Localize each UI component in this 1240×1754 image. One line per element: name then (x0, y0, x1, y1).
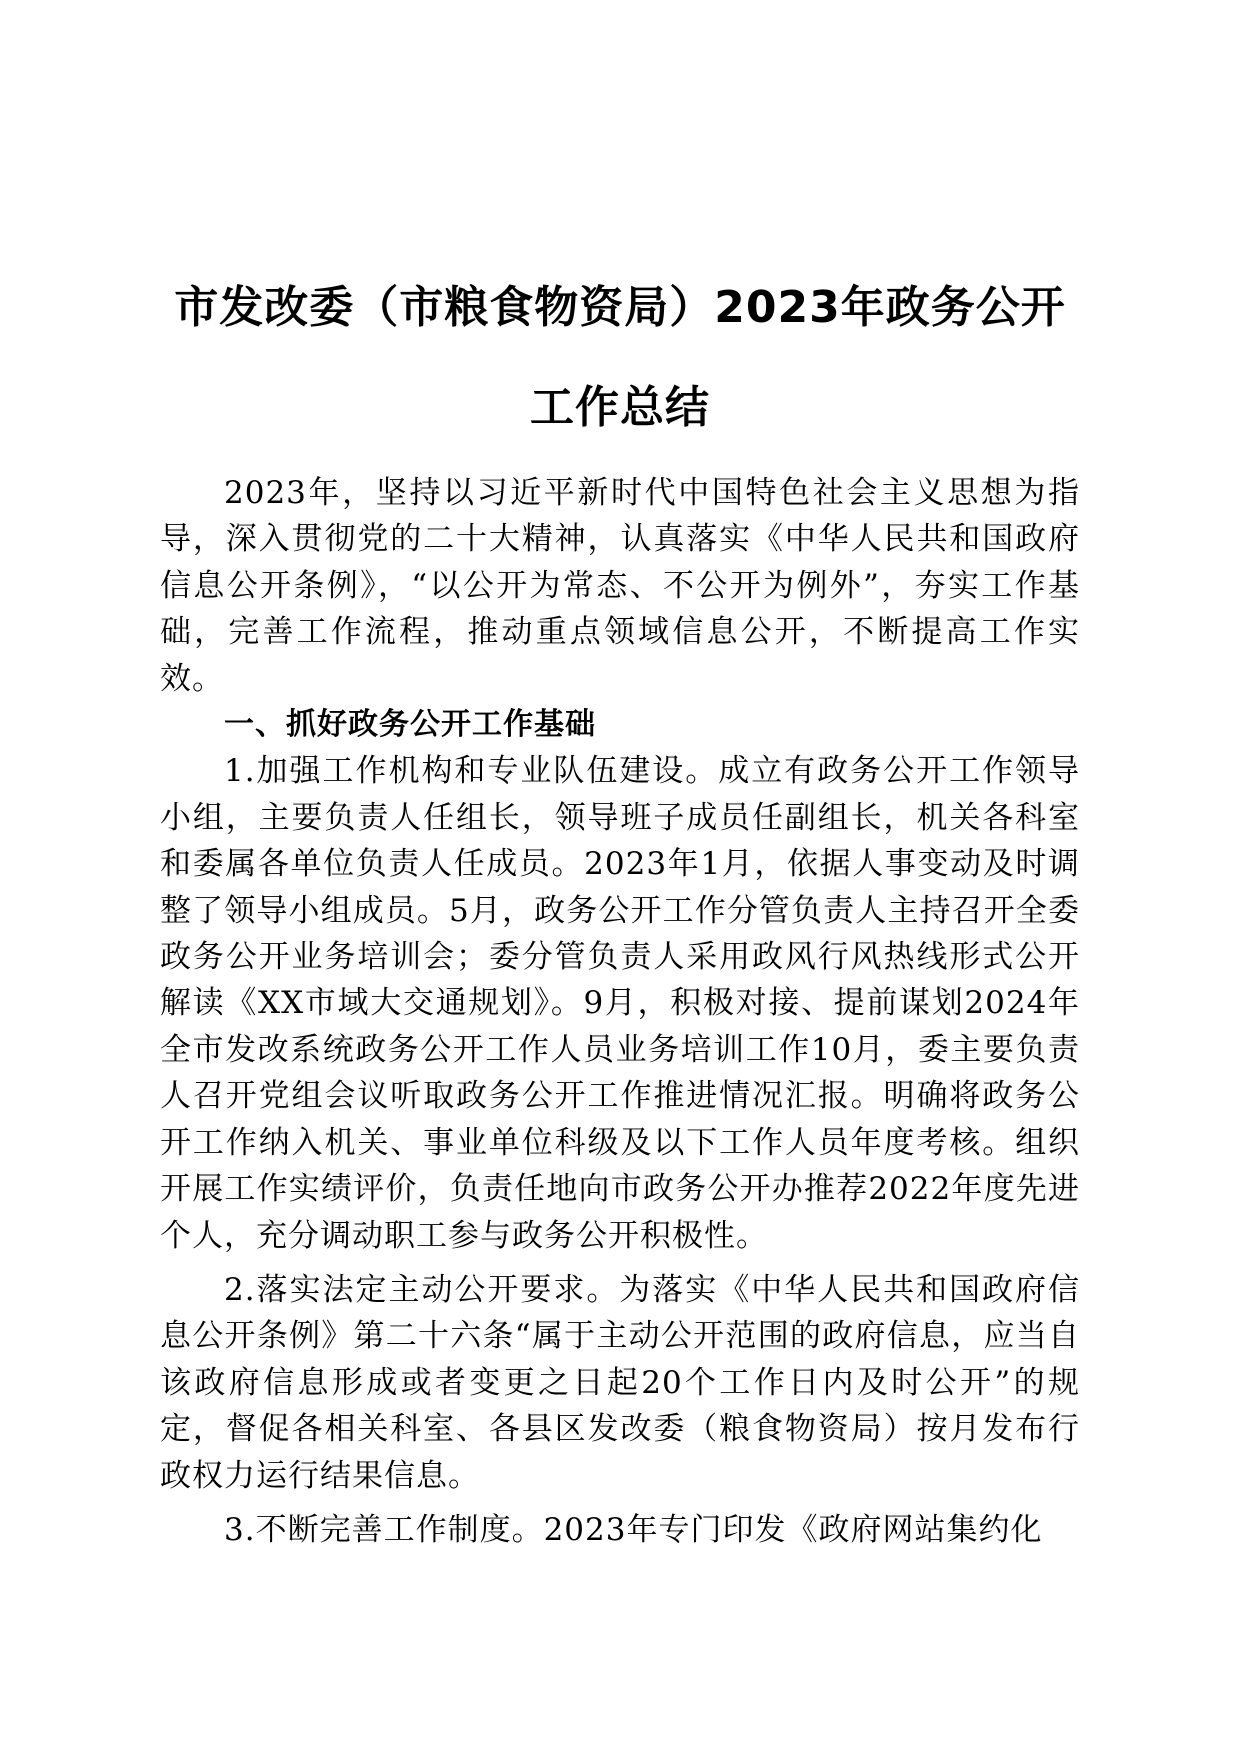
title-line-2: 工作总结 (530, 382, 710, 433)
paragraph-gap (160, 1499, 1080, 1507)
document-body (160, 470, 1080, 1553)
intro-paragraph: 2023年，坚持以习近平新时代中国特色社会主义思想为指导，深入贯彻党的二十大精神，认真落实《中华人民共和国政府信息公开条例》，“以公开为常态、不公开为例外”，夯实工作基础，完善工作流程，推动重点领域信息公开，不断提高工作实效。 (160, 475, 1080, 697)
item-3-paragraph: 3.不断完善工作制度。2023年专门印发《政府网站集约化 (224, 1511, 1043, 1548)
section-1-heading: 一、抓好政务公开工作基础 (224, 707, 596, 743)
item-2-paragraph: 2.落实法定主动公开要求。为落实《中华人民共和国政府信息公开条例》第二十六条“属于主动公开范围的政府信息，应当自该政府信息形成或者变更之日起20个工作日内及时公开”的规定，督促各相关科室、各县区发改委（粮食物资局）按月发布行政权力运行结果信息。 (160, 1271, 1080, 1494)
paragraph-gap (160, 1259, 1080, 1267)
document-title (150, 258, 1090, 458)
item-1-paragraph: 1.加强工作机构和专业队伍建设。成立有政务公开工作领导小组，主要负责人任组长，领导班子成员任副组长，机关各科室和委属各单位负责人任成员。2023年1月，依据人事变动及时调整了领导小组成员。5月，政务公开工作分管负责人主持召开全委政务公开业务培训会；委分管负责人采用政风行风热线形式公开解读《XX市域大交通规划》。9月，积极对接、提前谋划2024年全市发改系统政务公开工作人员业务培训工作10月，委主要负责人召开党组会议听取政务公开工作推进情况汇报。明确将政务公开工作纳入机关、事业单位科级及以下工作人员年度考核。组织开展工作实绩评价，负责任地向市政务公开办推荐2022年度先进个人，充分调动职工参与政务公开积极性。 (160, 753, 1080, 1254)
title-line-1: 市发改委（市粮食物资局）2023年政务公开 (174, 282, 1066, 333)
